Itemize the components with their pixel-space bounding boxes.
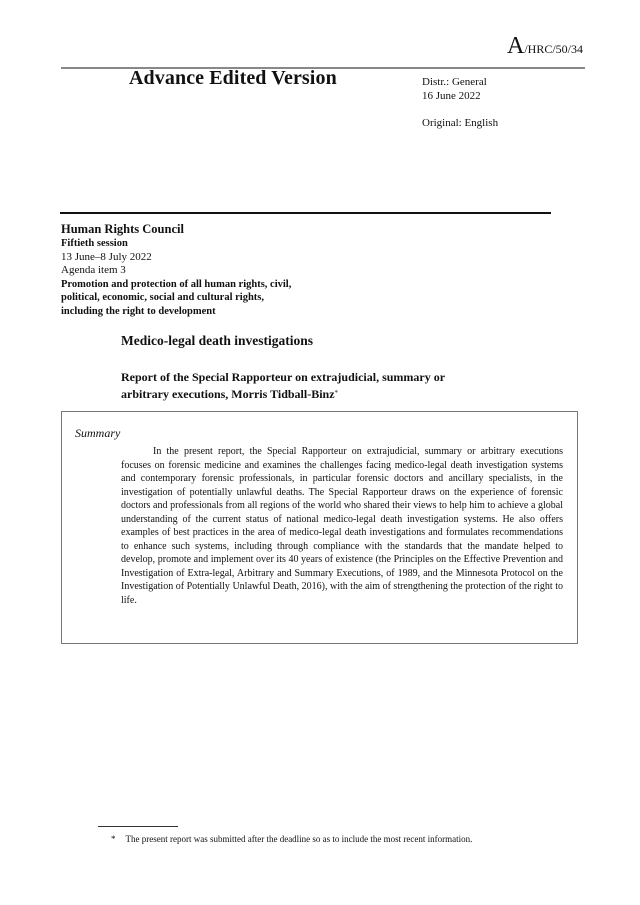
original-language: Original: English	[422, 117, 499, 129]
subtitle-line: Report of the Special Rapporteur on extrajudicial, summary or	[121, 370, 446, 384]
distribution: Distr.: General	[422, 76, 487, 88]
symbol-letter: A	[506, 33, 525, 59]
subtitle-line	[121, 385, 501, 402]
report-title: Medico-legal death investigations	[121, 333, 313, 348]
footnote	[111, 834, 472, 844]
issue-date: 16 June 2022	[422, 90, 481, 102]
section-rule	[60, 212, 551, 214]
symbol-code: /HRC/50/34	[524, 42, 583, 56]
agenda-item: Agenda item 3	[61, 264, 126, 276]
document-symbol	[507, 33, 583, 60]
meeting-block	[61, 221, 291, 318]
agenda-title-line: including the right to development	[61, 305, 216, 317]
agenda-title-line: political, economic, social and cultural rights,	[61, 292, 264, 303]
footnote-text: The present report was submitted after the deadline so as to include the most recent information.	[125, 834, 473, 844]
version-label: Advance Edited Version	[129, 67, 337, 89]
report-subtitle	[121, 369, 501, 402]
footnote-ref[interactable]: *	[334, 389, 339, 397]
summary-label: Summary	[75, 426, 121, 440]
footnote-marker: *	[111, 834, 116, 844]
agenda-title-line: Promotion and protection of all human rights, civil,	[61, 278, 292, 290]
summary-paragraph: In the present report, the Special Rapporteur on extrajudicial, summary or arbitrary executions focuses on forensic medicine and examines the challenges facing medico-legal death investigation systems and contemporary forensic professionals, in particular forensic doctors and ancillary specialists, in the investigation of potentially unlawful deaths. The Special Rapporteur draws on the experience of forensic doctors and professionals from all regions of the world who shared their views to help him to achieve a global understanding of the current status of national medico-legal death investigation systems. He also offers examples of best practices in the area of medico-legal death investigations and formulates recommendations to enhance such systems, including through compliance with the standards that the mandate helped to develop, promote and implement over its 40 years of existence (the Principles on the Effective Prevention and Investigation of Extra-legal, Arbitrary and Summary Executions, of 1989, and the Minnesota Protocol on the Investigation of Potentially Unlawful Death, 2016), with the aim of strengthening the protection of the right to life.	[121, 446, 563, 606]
council-name: Human Rights Council	[61, 222, 184, 236]
footnote-rule	[98, 826, 178, 827]
summary-text	[121, 445, 563, 607]
distribution-block	[422, 75, 498, 130]
session: Fiftieth session	[61, 238, 128, 249]
subtitle-text: arbitrary executions, Morris Tidball-Binz	[121, 387, 335, 401]
session-dates: 13 June–8 July 2022	[61, 250, 152, 263]
